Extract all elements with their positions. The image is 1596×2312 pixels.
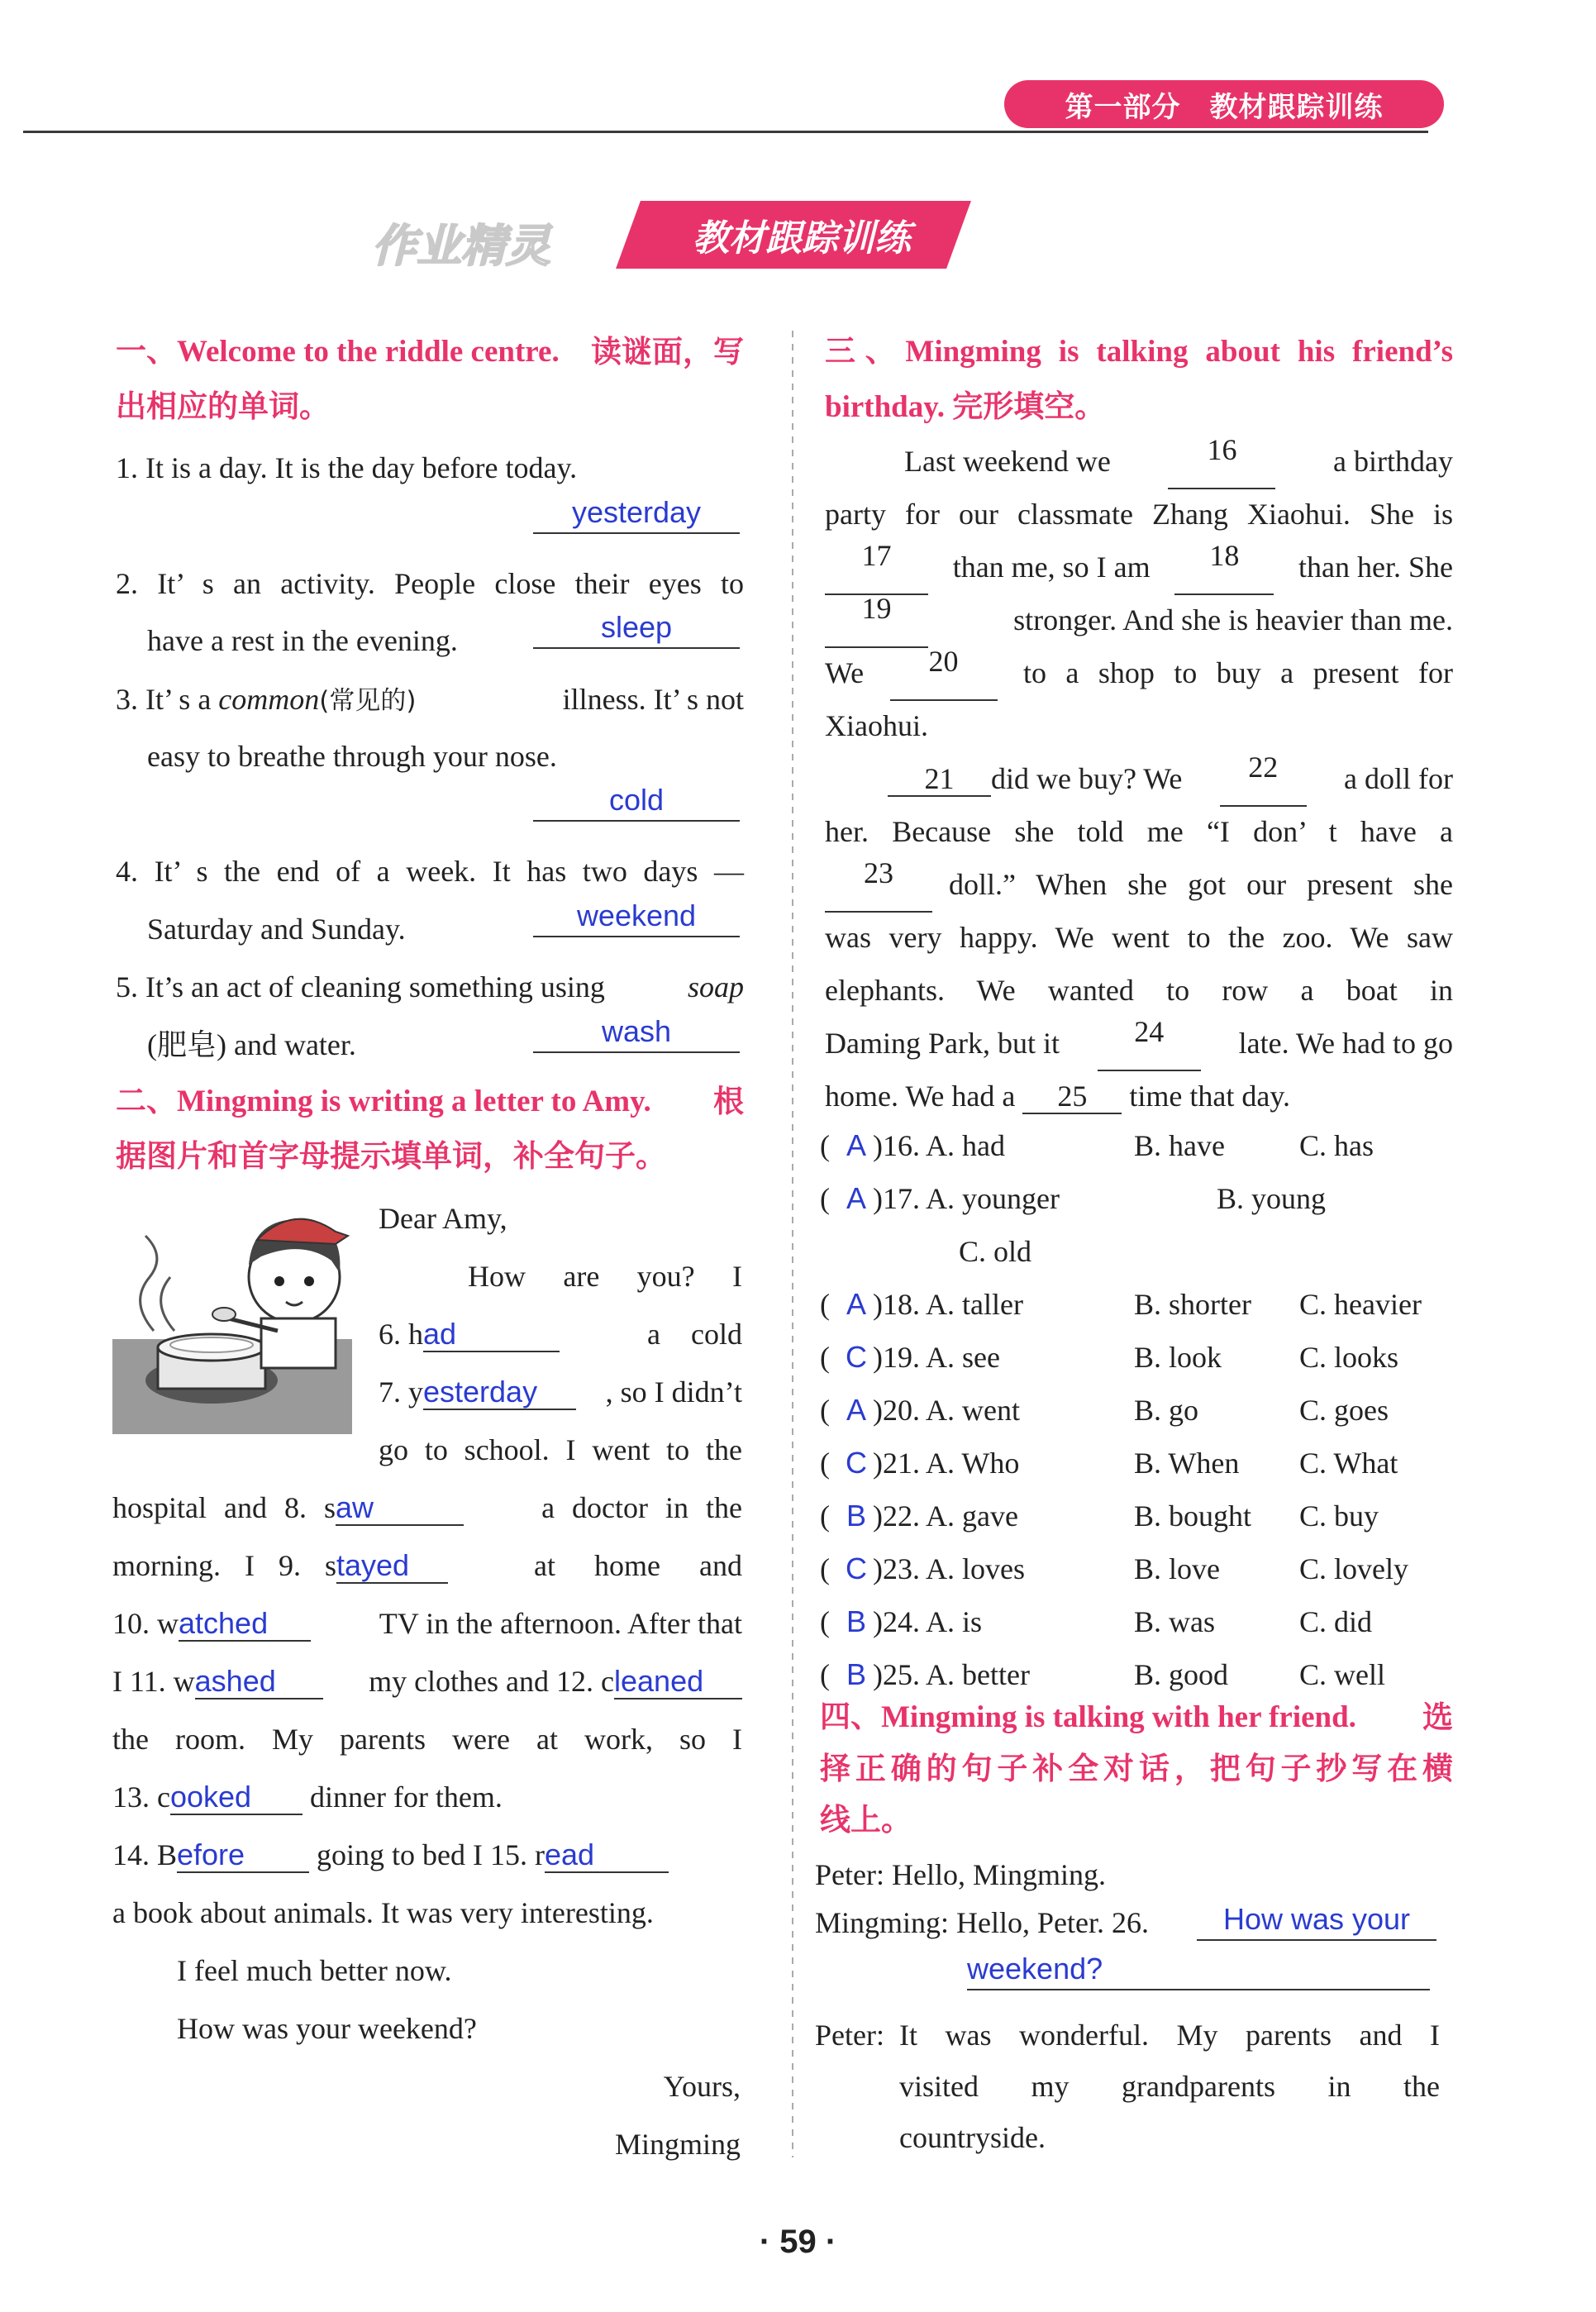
passage-line1 bbox=[825, 433, 1453, 489]
answer26-line2: weekend? bbox=[967, 1949, 1430, 1990]
blank14-suffix: going to bed I 15. r bbox=[317, 1838, 545, 1871]
passage-p4: stronger. And she is heavier than me. bbox=[1013, 603, 1453, 636]
blank9-prefix: morning. I 9. s bbox=[112, 1549, 336, 1582]
q3-prefix: 3. It’ s a bbox=[116, 683, 219, 716]
choice-b: B. look bbox=[1134, 1341, 1222, 1374]
section1-instruction-a: 读谜面，写 bbox=[591, 334, 744, 369]
letter-line1: How are you? I bbox=[468, 1260, 742, 1293]
choice-answer: B bbox=[846, 1604, 866, 1638]
passage-line13 bbox=[825, 1068, 1453, 1124]
q3-text-a bbox=[116, 671, 744, 729]
choice-c: C. goes bbox=[1299, 1394, 1389, 1427]
choice-c: C. What bbox=[1299, 1447, 1398, 1480]
choice-row-22: ( B )22. A. gave B. bought C. buy bbox=[820, 1499, 1379, 1533]
blank11-answer: ashed bbox=[195, 1665, 323, 1699]
blank14-prefix: 14. B bbox=[112, 1838, 178, 1871]
passage-line11: elephants. We wanted to row a boat in bbox=[825, 974, 1453, 1007]
letter-greeting: Dear Amy, bbox=[379, 1202, 507, 1235]
choices-list bbox=[820, 1119, 1456, 1701]
blank10-answer: atched bbox=[179, 1607, 311, 1642]
choice-a: )23. A. loves bbox=[873, 1552, 1025, 1585]
q3-italic-word: common bbox=[218, 683, 320, 716]
blank22: 22 bbox=[1220, 751, 1307, 807]
letter-closing: Yours, bbox=[663, 2070, 741, 2103]
letter-line-13 bbox=[112, 1769, 742, 1825]
answer26-line1: How was your bbox=[1197, 1900, 1436, 1941]
header-rule bbox=[23, 131, 1428, 133]
blank11-prefix: I 11. w bbox=[112, 1665, 195, 1698]
letter-line-12b: the room. My parents were at work, so I bbox=[112, 1723, 742, 1756]
blank19: 19 bbox=[825, 592, 928, 648]
passage-p5b: to a shop to buy a present for bbox=[1022, 656, 1453, 689]
header-title: 第一部分 教材跟踪训练 bbox=[1004, 80, 1444, 128]
blank7-suffix: , so I didn’t bbox=[605, 1375, 742, 1409]
choice-a: )24. A. is bbox=[873, 1605, 983, 1638]
q5-text-b: (肥皂) and water. bbox=[147, 1028, 356, 1061]
passage-line9 bbox=[825, 856, 1453, 913]
choice-answer: A bbox=[846, 1393, 866, 1427]
banner-title: 教材跟踪训练 bbox=[693, 217, 911, 260]
choice-c: C. has bbox=[1299, 1129, 1374, 1162]
letter-line-15b: a book about animals. It was very interesting. bbox=[112, 1896, 654, 1929]
q4-answer: weekend bbox=[533, 896, 740, 937]
blank10-prefix: 10. w bbox=[112, 1607, 179, 1640]
choice-b: B. go bbox=[1134, 1394, 1199, 1427]
passage-p1a: Last weekend we bbox=[904, 445, 1111, 478]
passage-p7a: did we buy? We bbox=[991, 762, 1183, 795]
letter-signature: Mingming bbox=[614, 2128, 741, 2161]
section2-instruction-a: 根 bbox=[713, 1084, 744, 1119]
dialog-line3b: visited my grandparents in the bbox=[899, 2070, 1440, 2103]
choice-answer: C bbox=[846, 1552, 867, 1585]
section3-instruction: 完形填空。 bbox=[952, 389, 1106, 424]
q2-text-b: have a rest in the evening. bbox=[147, 624, 458, 657]
section3-label-a: 三、Mingming is talking about his friend’s bbox=[825, 335, 1453, 369]
blank16: 16 bbox=[1168, 433, 1275, 489]
section4-instruction-c: 线上。 bbox=[820, 1802, 912, 1838]
dialog-line3a: It was wonderful. My parents and I bbox=[899, 2019, 1440, 2052]
choice-answer: B bbox=[846, 1657, 866, 1691]
blank12-prefix: my clothes and 12. c bbox=[369, 1665, 614, 1698]
section1-label: 一、Welcome to the riddle centre. bbox=[116, 335, 560, 369]
q3-suffix: illness. It’ s not bbox=[562, 683, 744, 716]
q2-text-a: 2. It’ s an activity. People close their eyes to bbox=[116, 567, 744, 600]
passage-p3a: than me, so I am bbox=[952, 551, 1151, 584]
choice-c: C. looks bbox=[1299, 1341, 1399, 1374]
passage-line7 bbox=[825, 751, 1453, 807]
letter-line-8 bbox=[112, 1480, 742, 1536]
q4-text-a: 4. It’ s the end of a week. It has two days — bbox=[116, 855, 744, 888]
passage-p3b: than her. She bbox=[1298, 551, 1453, 584]
choice-c: C. heavier bbox=[1299, 1288, 1422, 1321]
section1-instruction-b: 出相应的单词。 bbox=[116, 389, 330, 424]
blank9-answer: tayed bbox=[336, 1549, 448, 1584]
blank13-prefix: 13. c bbox=[112, 1780, 170, 1814]
blank13-suffix: dinner for them. bbox=[309, 1780, 503, 1814]
choice-b: B. When bbox=[1134, 1447, 1240, 1480]
passage-p7b: a doll for bbox=[1344, 762, 1453, 795]
q4-text-b: Saturday and Sunday. bbox=[147, 913, 406, 946]
section2-heading bbox=[116, 1075, 744, 1184]
blank10-suffix: TV in the afternoon. After that bbox=[379, 1607, 742, 1640]
section1-heading bbox=[116, 325, 744, 434]
letter-better: I feel much better now. bbox=[177, 1954, 452, 1987]
letter-line4: go to school. I went to the bbox=[379, 1433, 742, 1466]
choice-a: )17. A. younger bbox=[873, 1182, 1060, 1215]
section3-label-b: birthday. bbox=[825, 390, 945, 424]
choice-c: C. did bbox=[1299, 1605, 1373, 1638]
choice-answer: B bbox=[846, 1499, 866, 1533]
section4-heading bbox=[820, 1692, 1453, 1846]
choice-c: C. well bbox=[1299, 1658, 1385, 1691]
q2-answer: sleep bbox=[533, 608, 740, 649]
dialog-line1: Peter: Hello, Mingming. bbox=[815, 1858, 1106, 1891]
section4-instruction-b: 择正确的句子补全对话，把句子抄写在横 bbox=[820, 1751, 1453, 1786]
letter-line-14 bbox=[112, 1827, 742, 1883]
q3-cn-gloss: (常见的) bbox=[319, 686, 417, 716]
passage-line8: her. Because she told me “I don’ t have a bbox=[825, 815, 1453, 848]
passage-p9: doll.” When she got our present she bbox=[949, 868, 1453, 901]
blank7-prefix: 7. y bbox=[379, 1375, 423, 1409]
choice-a: )19. A. see bbox=[873, 1341, 1000, 1374]
cooking-girl-illustration bbox=[112, 1194, 360, 1442]
blank6-prefix: 6. h bbox=[379, 1318, 423, 1351]
blank15-answer: ead bbox=[545, 1838, 669, 1873]
blank24: 24 bbox=[1098, 1015, 1201, 1071]
choice-row-17: ( A )17. A. younger B. young bbox=[820, 1181, 1327, 1215]
blank23: 23 bbox=[825, 856, 932, 913]
choice-row-19: ( C )19. A. see B. look C. looks bbox=[820, 1340, 1399, 1374]
blank12-answer: leaned bbox=[614, 1665, 742, 1699]
choice-c: C. lovely bbox=[1299, 1552, 1408, 1585]
banner-watermark: 作业精灵 bbox=[372, 220, 550, 272]
choice-a: )16. A. had bbox=[873, 1129, 1005, 1162]
blank17: 17 bbox=[825, 539, 928, 595]
section2-label: 二、Mingming is writing a letter to Amy. bbox=[116, 1084, 651, 1118]
passage-line3 bbox=[825, 539, 1453, 595]
passage-p5a: We bbox=[825, 656, 865, 689]
choice-c: C. buy bbox=[1299, 1499, 1379, 1533]
passage-line4 bbox=[825, 592, 1453, 648]
choice-row-25: ( B )25. A. better B. good C. well bbox=[820, 1657, 1385, 1691]
passage-p1b: a birthday bbox=[1333, 445, 1453, 478]
passage-line5 bbox=[825, 645, 1453, 701]
q5-italic-word: soap bbox=[687, 970, 744, 1003]
passage-line12 bbox=[825, 1015, 1453, 1071]
blank6-answer: ad bbox=[423, 1318, 560, 1352]
choice-b: B. shorter bbox=[1134, 1288, 1251, 1321]
choice-row-18: ( A )18. A. taller B. shorter C. heavier bbox=[820, 1287, 1422, 1321]
section4-label: 四、Mingming is talking with her friend. bbox=[820, 1700, 1356, 1734]
passage-p13a: home. We had a bbox=[825, 1080, 1016, 1113]
page-number: · 59 · bbox=[759, 2224, 837, 2260]
choice-c: C. old bbox=[959, 1235, 1032, 1268]
passage-line6: Xiaohui. bbox=[825, 709, 928, 742]
letter-line-9 bbox=[112, 1537, 742, 1594]
choice-row-23: ( C )23. A. loves B. love C. lovely bbox=[820, 1552, 1408, 1585]
choice-a: )21. A. Who bbox=[873, 1447, 1020, 1480]
blank20: 20 bbox=[890, 645, 998, 701]
passage-p12b: late. We had to go bbox=[1238, 1027, 1453, 1060]
letter-line-10 bbox=[112, 1595, 742, 1652]
choice-a: )25. A. better bbox=[873, 1658, 1030, 1691]
blank18: 18 bbox=[1174, 539, 1274, 595]
blank8-answer: aw bbox=[336, 1491, 464, 1526]
choice-row-21: ( C )21. A. Who B. When C. What bbox=[820, 1446, 1398, 1480]
q3-text-b: easy to breathe through your nose. bbox=[147, 740, 557, 773]
choice-answer: A bbox=[846, 1128, 866, 1162]
blank7-answer: esterday bbox=[423, 1375, 576, 1410]
choice-b: B. have bbox=[1134, 1129, 1225, 1162]
choice-answer: A bbox=[846, 1287, 866, 1321]
q5-answer: wash bbox=[533, 1012, 740, 1053]
choice-b: B. young bbox=[1217, 1182, 1327, 1215]
choice-a: )18. A. taller bbox=[873, 1288, 1023, 1321]
blank21: 21 bbox=[888, 762, 991, 797]
dialog-line2: Mingming: Hello, Peter. 26. bbox=[815, 1906, 1149, 1939]
letter-how: How was your weekend? bbox=[177, 2012, 477, 2045]
column-divider bbox=[792, 331, 793, 2157]
letter-line-11 bbox=[112, 1653, 742, 1709]
blank25: 25 bbox=[1022, 1080, 1122, 1114]
section3-heading bbox=[825, 325, 1453, 435]
q3-answer: cold bbox=[533, 780, 740, 822]
passage-line2: party for our classmate Zhang Xiaohui. She is bbox=[825, 498, 1453, 531]
letter-line-7 bbox=[379, 1364, 742, 1420]
blank8-suffix: a doctor in the bbox=[541, 1491, 742, 1524]
q1-text: 1. It is a day. It is the day before today. bbox=[116, 451, 578, 484]
choice-answer: C bbox=[846, 1340, 867, 1374]
blank8-prefix: hospital and 8. s bbox=[112, 1491, 336, 1524]
choice-row-20: ( A )20. A. went B. go C. goes bbox=[820, 1393, 1389, 1427]
choice-row-16: ( A )16. A. had B. have C. has bbox=[820, 1128, 1374, 1162]
choice-answer: A bbox=[846, 1181, 866, 1215]
q1-answer: yesterday bbox=[533, 493, 740, 534]
choice-row-17-c bbox=[820, 1225, 1456, 1278]
choice-b: B. bought bbox=[1134, 1499, 1252, 1533]
dialog-line3c: countryside. bbox=[899, 2121, 1046, 2154]
choice-a: )20. A. went bbox=[873, 1394, 1020, 1427]
blank14-answer: efore bbox=[177, 1838, 309, 1873]
choice-b: B. love bbox=[1134, 1552, 1220, 1585]
q5-prefix: 5. It’s an act of cleaning something using bbox=[116, 970, 605, 1003]
choice-b: B. good bbox=[1134, 1658, 1229, 1691]
dialog-speaker-peter: Peter: bbox=[815, 2019, 884, 2052]
blank13-answer: ooked bbox=[170, 1780, 303, 1815]
q5-text-a bbox=[116, 959, 744, 1015]
section2-instruction-b: 据图片和首字母提示填单词，补全句子。 bbox=[116, 1138, 666, 1174]
passage-p13b: time that day. bbox=[1129, 1080, 1290, 1113]
choice-b: B. was bbox=[1134, 1605, 1215, 1638]
choice-row-24: ( B )24. A. is B. was C. did bbox=[820, 1604, 1373, 1638]
letter-line-6 bbox=[379, 1306, 742, 1362]
passage-line10: was very happy. We went to the zoo. We saw bbox=[825, 921, 1453, 954]
section4-instruction-a: 选 bbox=[1422, 1699, 1453, 1735]
passage-p12a: Daming Park, but it bbox=[825, 1027, 1060, 1060]
choice-answer: C bbox=[846, 1446, 867, 1480]
choice-a: )22. A. gave bbox=[873, 1499, 1018, 1533]
blank9-suffix: at home and bbox=[534, 1549, 742, 1582]
blank6-suffix: a cold bbox=[647, 1318, 742, 1351]
